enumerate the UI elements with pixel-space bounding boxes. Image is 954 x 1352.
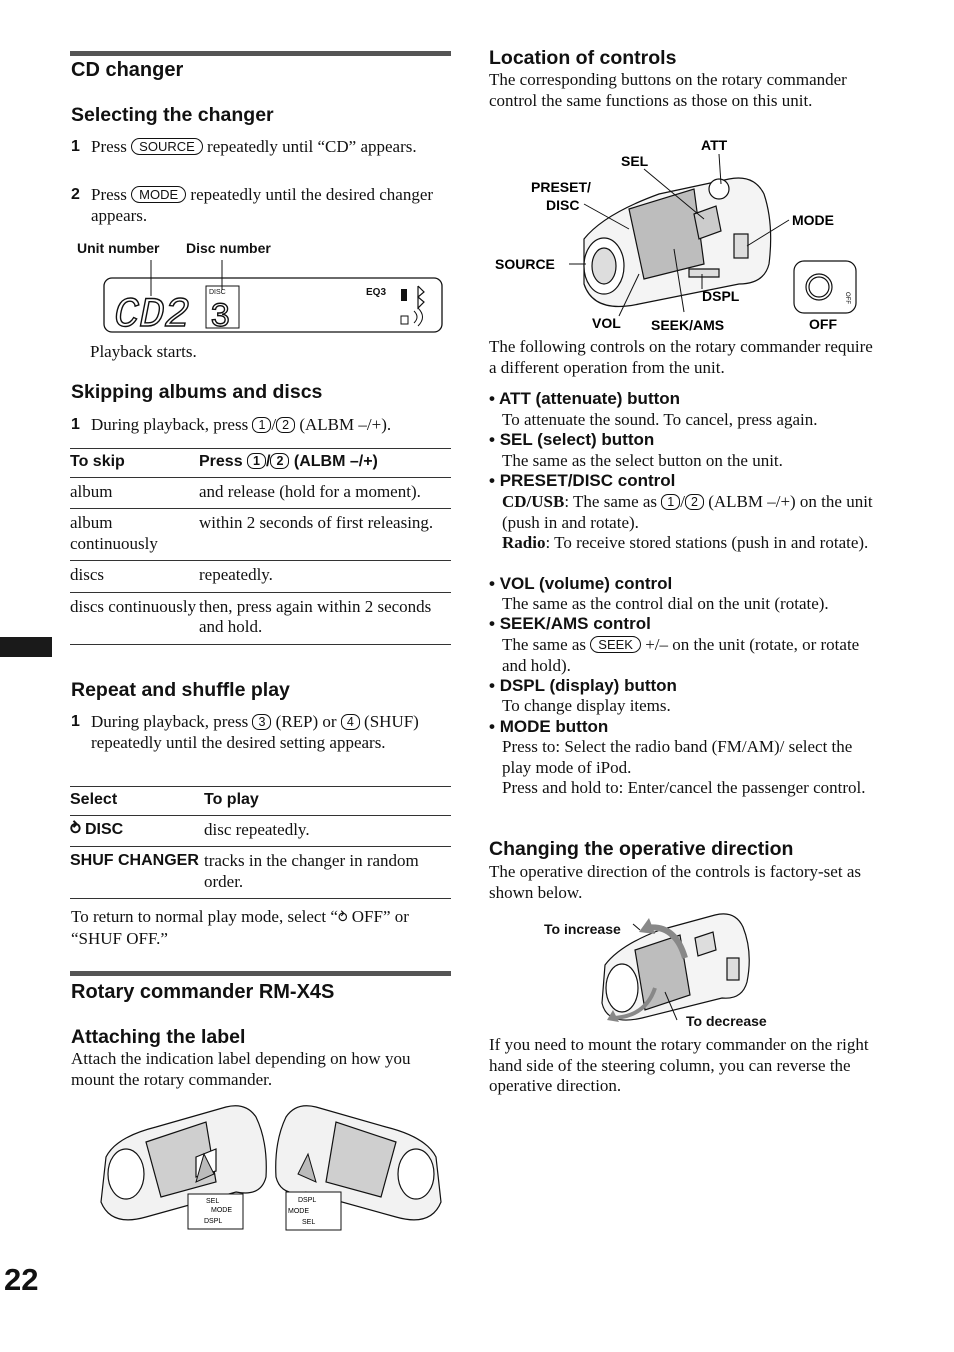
step-repeat: 1 During playback, press 3 (REP) or 4 (SHUF) repeatedly until the desired setting appears. (71, 712, 419, 752)
svg-text:SEL: SEL (302, 1219, 316, 1226)
skip-table-header-1: To skip (70, 449, 199, 478)
heading-repeat-shuffle: Repeat and shuffle play (71, 679, 290, 701)
seek-key: SEEK (590, 636, 641, 653)
svg-text:SEEK/AMS: SEEK/AMS (651, 317, 725, 333)
item-sel-head: • SEL (select) button (489, 430, 655, 449)
svg-text:MODE: MODE (288, 1208, 309, 1215)
unit-number-label: Unit number (77, 240, 160, 256)
svg-text:OFF: OFF (844, 292, 850, 304)
repeat-table (70, 786, 451, 899)
step-press-source: 1 Press SOURCE repeatedly until “CD” appears. (71, 137, 417, 156)
svg-text:PRESET/: PRESET/ (531, 179, 591, 195)
item-preset-head: • PRESET/DISC control (489, 471, 676, 490)
return-normal-note: To return to normal play mode, select “⥁ OFF” or “SHUF OFF.” (71, 907, 409, 948)
item-vol-head: • VOL (volume) control (489, 574, 673, 593)
item-sel-body: The same as the select button on the unit. (502, 451, 783, 470)
step-skip: 1 During playback, press 1 / 2 (ALBM –/+). (71, 415, 392, 434)
repeat-table-header-1: Select (70, 787, 204, 816)
item-seek-head: • SEEK/AMS control (489, 614, 651, 633)
svg-text:SOURCE: SOURCE (495, 256, 555, 272)
side-tab-marker (0, 637, 52, 657)
svg-text:SEL: SEL (621, 153, 649, 169)
display-panel-illustration (96, 256, 448, 336)
svg-text:OFF: OFF (809, 316, 837, 332)
table-row: SHUF CHANGER tracks in the changer in random order. (70, 847, 451, 899)
item-seek-body: The same as SEEK +/– on the unit (rotate, or rotate and hold). (502, 635, 860, 675)
table-row: album and release (hold for a moment). (70, 477, 451, 509)
display-disc-tag: DISC (209, 289, 226, 296)
label-attach-illustration (96, 1102, 446, 1234)
section-title-rotary: Rotary commander RM-X4S (71, 981, 335, 1003)
svg-text:DSPL: DSPL (204, 1218, 223, 1225)
page-number: 22 (4, 1262, 39, 1297)
heading-operative-direction: Changing the operative direction (489, 838, 794, 860)
repeat-icon: ⥁ (337, 910, 348, 926)
rotary-commander-diagram (489, 134, 874, 339)
item-att-head: • ATT (attenuate) button (489, 389, 681, 408)
skip-table (70, 448, 451, 645)
table-row: ⥁ DISC disc repeatedly. (70, 815, 451, 847)
table-row: discs continuously then, press again within 2 seconds and hold. (70, 592, 451, 644)
svg-text:MODE: MODE (792, 212, 834, 228)
heading-location-controls: Location of controls (489, 47, 677, 69)
display-eq-indicator: EQ3 (366, 287, 387, 298)
item-dspl-body: To change display items. (502, 696, 671, 715)
svg-text:MODE: MODE (211, 1207, 232, 1214)
source-key: SOURCE (131, 138, 203, 155)
location-intro: The corresponding buttons on the rotary commander control the same functions as those on this unit. (489, 70, 847, 110)
skip-table-header-2: Press 1 / 2 (ALBM –/+) (199, 449, 451, 478)
direction-intro: The operative direction of the controls is factory-set as shown below. (489, 862, 861, 902)
svg-text:SEL: SEL (206, 1198, 220, 1205)
display-cd2: CD2 (114, 291, 190, 336)
svg-text:ATT: ATT (701, 137, 728, 153)
table-row: album continuously within 2 seconds of first releasing. (70, 509, 451, 561)
item-mode-body: Press to: Select the radio band (FM/AM)/ select the play mode of iPod. Press and hold to: Enter/cancel the passenger control. (502, 737, 866, 797)
table-row: discs repeatedly. (70, 561, 451, 593)
item-dspl-head: • DSPL (display) button (489, 676, 677, 695)
music-note-icon (401, 316, 408, 324)
phone-icon (401, 289, 407, 301)
section-rule (70, 51, 451, 56)
to-increase-label: To increase (544, 921, 621, 937)
item-vol-body: The same as the control dial on the unit (rotate). (502, 594, 829, 613)
svg-text:VOL: VOL (592, 315, 621, 331)
to-decrease-label: To decrease (686, 1013, 767, 1029)
repeat-icon: ⥁ (70, 820, 81, 838)
step-press-mode: 2 Press MODE repeatedly until the desired changer appears. (71, 185, 434, 225)
following-controls-text: The following controls on the rotary commander require a different operation from the unit. (489, 337, 873, 377)
svg-text:DSPL: DSPL (702, 288, 740, 304)
playback-starts-text: Playback starts. (90, 342, 197, 361)
direction-outro: If you need to mount the rotary commander on the right hand side of the steering column, you can reverse the operative direction. (489, 1035, 869, 1095)
direction-diagram (595, 910, 760, 1030)
svg-text:DISC: DISC (546, 197, 580, 213)
repeat-table-header-2: To play (204, 787, 451, 816)
display-disc-value: 3 (210, 299, 231, 336)
heading-attach-label: Attaching the label (71, 1026, 246, 1048)
item-att-body: To attenuate the sound. To cancel, press again. (502, 410, 818, 429)
bluetooth-icon (418, 286, 424, 308)
attach-label-text: Attach the indication label depending on how you mount the rotary commander. (71, 1049, 411, 1089)
disc-number-label: Disc number (186, 240, 271, 256)
heading-skipping: Skipping albums and discs (71, 381, 323, 403)
item-preset-body: CD/USB: The same as 1 / 2 (ALBM –/+) on the unit (push in and rotate). Radio: To receive stored stations (push in and rotate). (502, 492, 873, 552)
mode-key: MODE (131, 186, 186, 203)
section-rule (70, 971, 451, 976)
svg-text:DSPL: DSPL (298, 1197, 317, 1204)
section-title-cd-changer: CD changer (71, 59, 184, 81)
item-mode-head: • MODE button (489, 717, 609, 736)
heading-selecting-changer: Selecting the changer (71, 104, 274, 126)
